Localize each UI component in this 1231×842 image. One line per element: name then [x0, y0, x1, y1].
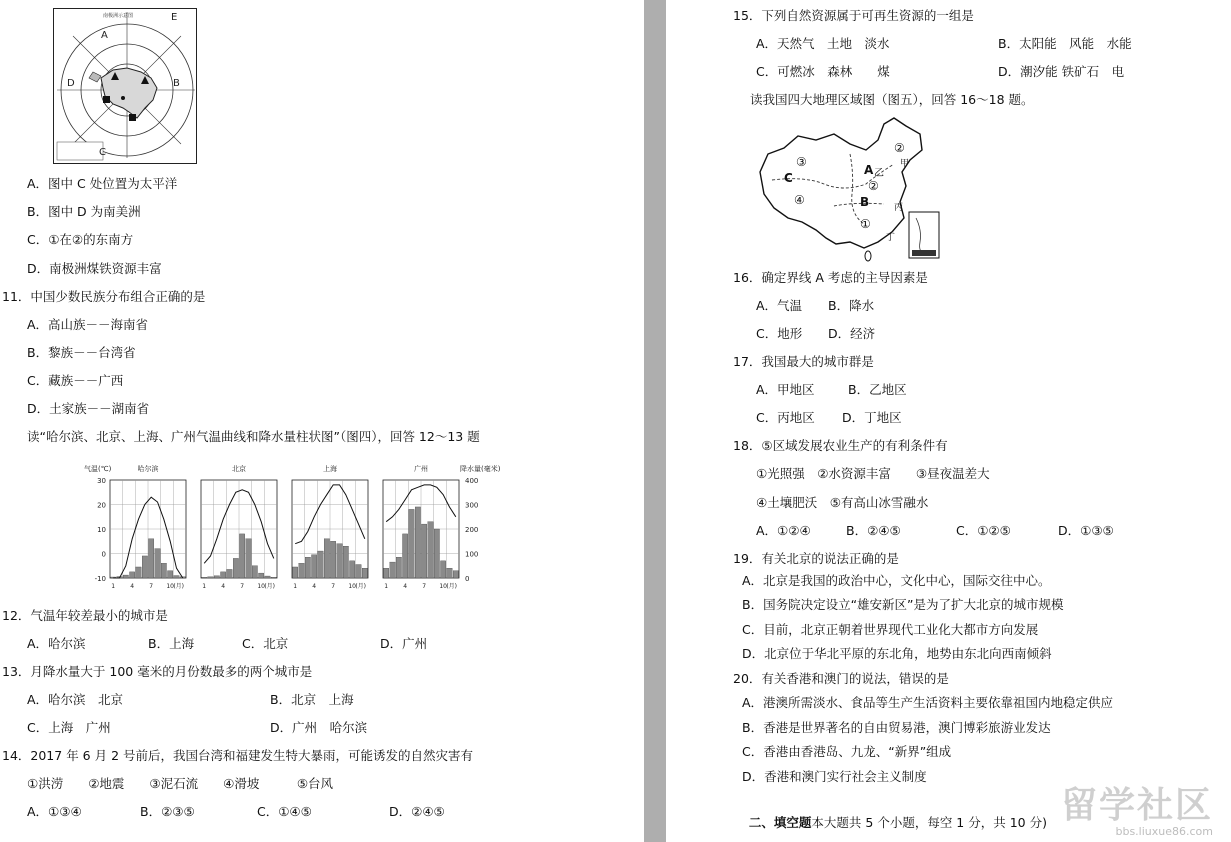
precip-bar [174, 576, 179, 578]
q20-option-a: A．港澳所需淡水、食品等生产生活资料主要依靠祖国内地稳定供应 [742, 695, 1114, 710]
precip-bar [415, 507, 420, 578]
temp-tick-labels [95, 477, 106, 583]
svg-text:①: ① [860, 217, 871, 231]
month-tick: 10 [439, 583, 447, 590]
q16-option-c: C．地形 [756, 326, 803, 341]
month-tick: 4 [221, 583, 226, 590]
svg-text:A: A [864, 163, 874, 177]
precip-bar [409, 509, 414, 578]
q19-option-b: B．国务院决定设立“雄安新区”是为了扩大北京的城市规模 [742, 597, 1064, 612]
intro-q16-18: 读我国四大地理区域图（图五），回答 16～18 题。 [750, 92, 1034, 107]
precip-bar [312, 555, 317, 578]
q19-option-a: A．北京是我国的政治中心，文化中心，国际交往中心。 [742, 573, 1051, 588]
precip-bar [428, 522, 433, 578]
temp-axis-title: 气温(℃) [84, 465, 112, 473]
precip-bar [240, 534, 245, 578]
q15-option-c: C．可燃冰 森林 煤 [756, 64, 890, 79]
q18-option-c: C．①②⑤ [956, 523, 1011, 538]
map-label-a: A [101, 30, 108, 41]
q11-option-d: D．土家族－－湖南省 [27, 401, 150, 416]
precip-bar [130, 572, 135, 578]
intro-q12-13: 读“哈尔滨、北京、上海、广州气温曲线和降水量柱状图”（图四），回答 12～13 题 [27, 429, 480, 444]
precip-tick-label: 0 [465, 575, 470, 583]
panel-title: 上海 [323, 465, 337, 473]
svg-text:②: ② [868, 179, 879, 193]
q14-option-a: A．①③④ [27, 804, 82, 819]
precip-bar [265, 576, 270, 578]
precip-bar [123, 575, 128, 578]
precip-bar [453, 571, 458, 578]
map-label-b: B [173, 78, 180, 89]
month-tick: 1 [111, 583, 116, 590]
q18-items-1: ①光照强 ②水资源丰富 ③昼夜温差大 [756, 466, 990, 481]
q12-option-c: C．北京 [242, 636, 289, 651]
precip-bar [208, 577, 213, 578]
q17-option-d: D．丁地区 [842, 410, 902, 425]
climate-panel [201, 464, 277, 590]
precip-bar [390, 562, 395, 578]
month-unit: (月) [173, 583, 184, 590]
precip-bar [259, 573, 264, 578]
temp-tick-label: 20 [97, 501, 106, 510]
precip-bar [305, 557, 310, 578]
q17-stem: 17．我国最大的城市群是 [733, 354, 874, 369]
precip-bar [318, 551, 323, 578]
china-regions-map [754, 114, 944, 262]
watermark [1061, 787, 1213, 838]
q11-option-c: C．藏族－－广西 [27, 373, 124, 388]
precip-bar [337, 544, 342, 578]
precip-bar [168, 571, 173, 578]
q12-option-a: A．哈尔滨 [27, 636, 86, 651]
precip-tick-label: 200 [465, 526, 479, 534]
watermark-url: bbs.liuxue86.com [1115, 825, 1213, 838]
q19-option-d: D．北京位于华北平原的东北角，地势由东北向西南倾斜 [742, 646, 1052, 661]
svg-text:C: C [784, 171, 793, 185]
q14-option-b: B．②③⑤ [140, 804, 195, 819]
q10-option-c: C．①在②的东南方 [27, 232, 134, 247]
precip-bar [161, 563, 166, 578]
month-unit: (月) [446, 583, 457, 590]
antarctica-map [53, 8, 197, 164]
precip-bar [293, 567, 298, 578]
month-tick: 10 [348, 583, 356, 590]
precip-bar [447, 568, 452, 578]
svg-text:④: ④ [794, 193, 805, 207]
q19-option-c: C．目前，北京正朝着世界现代工业化大都市方向发展 [742, 622, 1039, 637]
month-tick: 10 [166, 583, 174, 590]
climate-panel [110, 464, 186, 590]
climate-panel [383, 464, 459, 590]
q15-option-b: B．太阳能 风能 水能 [998, 36, 1132, 51]
q13-option-d: D．广州 哈尔滨 [270, 720, 368, 735]
q11-option-b: B．黎族－－台湾省 [27, 345, 136, 360]
svg-text:乙: 乙 [874, 168, 884, 179]
temp-tick-label: 30 [97, 477, 106, 485]
precip-bar [350, 561, 355, 578]
q10-option-d: D．南极洲煤铁资源丰富 [27, 261, 162, 276]
panel-title: 北京 [232, 465, 246, 473]
svg-text:B: B [860, 195, 870, 209]
map-label-d: D [67, 78, 75, 89]
q16-option-d: D．经济 [828, 326, 876, 341]
svg-text:②: ② [894, 141, 905, 155]
q13-stem: 13．月降水量大于 100 毫米的月份数最多的两个城市是 [2, 664, 313, 679]
temp-tick-label: -10 [94, 575, 106, 583]
map-label-e: E [171, 12, 178, 23]
precip-bar [221, 572, 226, 578]
precip-bar [396, 557, 401, 578]
precip-bar [202, 577, 207, 578]
month-tick: 10 [257, 583, 265, 590]
temp-tick-label: 10 [97, 526, 106, 534]
q17-option-c: C．丙地区 [756, 410, 815, 425]
precip-tick-label: 400 [465, 477, 479, 485]
q12-stem: 12．气温年较差最小的城市是 [2, 608, 168, 623]
precip-bar [149, 539, 154, 578]
q20-stem: 20．有关香港和澳门的说法，错误的是 [733, 671, 949, 686]
month-tick: 4 [130, 583, 135, 590]
q19-stem: 19．有关北京的说法正确的是 [733, 551, 899, 566]
precip-bar [271, 577, 276, 578]
precip-bar [227, 569, 232, 578]
right-page [666, 0, 1231, 842]
q11-stem: 11．中国少数民族分布组合正确的是 [2, 289, 206, 304]
panel-title: 哈尔滨 [137, 465, 159, 473]
precip-bar [142, 556, 147, 578]
section-2-title: 二、填空题 [748, 815, 812, 830]
q17-option-a: A．甲地区 [756, 382, 815, 397]
month-tick: 7 [331, 583, 336, 590]
q14-option-c: C．①④⑤ [257, 804, 312, 819]
q17-option-b: B．乙地区 [848, 382, 907, 397]
month-tick: 4 [403, 583, 408, 590]
svg-text:丙: 丙 [894, 203, 904, 213]
svg-text:丁: 丁 [886, 233, 896, 243]
precip-bar [403, 534, 408, 578]
precip-bar [343, 546, 348, 578]
climate-panel [292, 464, 368, 590]
climate-chart [82, 460, 522, 592]
precip-bar [252, 566, 257, 578]
climate-panels [110, 464, 459, 590]
precip-bar [246, 539, 251, 578]
q11-option-a: A．高山族－－海南省 [27, 317, 149, 332]
q16-option-a: A．气温 [756, 298, 803, 313]
q13-option-c: C．上海 广州 [27, 720, 111, 735]
temp-tick-label: 0 [101, 550, 106, 559]
precip-bar [233, 558, 238, 578]
month-unit: (月) [264, 583, 275, 590]
svg-text:南极洲示意图: 南极洲示意图 [103, 13, 134, 19]
q15-option-d: D．潮汐能 铁矿石 电 [998, 64, 1125, 79]
precip-bar [324, 539, 329, 578]
precip-bar [422, 524, 427, 578]
precip-bar [155, 549, 160, 578]
month-tick: 1 [202, 583, 207, 590]
svg-text:甲: 甲 [900, 159, 910, 169]
precip-bar [441, 561, 446, 578]
q13-option-b: B．北京 上海 [270, 692, 354, 707]
q12-option-d: D．广州 [380, 636, 428, 651]
q10-option-a: A．图中 C 处位置为太平洋 [27, 176, 178, 191]
precip-bar [356, 565, 361, 578]
map-label-c: C [99, 147, 106, 158]
panel-title: 广州 [414, 465, 428, 473]
q12-option-b: B．上海 [148, 636, 195, 651]
precip-tick-labels [465, 477, 478, 583]
section-2-desc: 本大题共 5 个小题，每空 1 分，共 10 分) [811, 815, 1047, 830]
precip-tick-label: 300 [465, 501, 479, 510]
precip-bar [136, 567, 141, 578]
q20-option-b: B．香港是世界著名的自由贸易港，澳门博彩旅游业发达 [742, 720, 1051, 735]
q15-stem: 15．下列自然资源属于可再生资源的一组是 [733, 8, 974, 23]
watermark-logo: 留学社区 [1060, 785, 1213, 826]
precip-bar [362, 568, 367, 578]
q10-option-b: B．图中 D 为南美洲 [27, 204, 141, 219]
q18-option-b: B．②④⑤ [846, 523, 901, 538]
month-tick: 4 [312, 583, 317, 590]
q15-option-a: A．天然气 土地 淡水 [756, 36, 890, 51]
q14-option-d: D．②④⑤ [389, 804, 445, 819]
precip-tick-label: 100 [465, 550, 479, 559]
precip-bar [384, 568, 389, 578]
precip-bar [214, 576, 219, 578]
month-tick: 7 [422, 583, 427, 590]
q13-option-a: A．哈尔滨 北京 [27, 692, 124, 707]
month-tick: 7 [240, 583, 245, 590]
svg-text:③: ③ [796, 155, 807, 169]
precip-bar [299, 563, 304, 578]
section-2-heading [733, 799, 1047, 842]
q16-option-b: B．降水 [828, 298, 875, 313]
q18-items-2: ④土壤肥沃 ⑤有高山冰雪融水 [756, 495, 929, 510]
q20-option-d: D．香港和澳门实行社会主义制度 [742, 769, 927, 784]
q18-stem: 18．⑤区域发展农业生产的有利条件有 [733, 438, 948, 453]
q14-stem: 14．2017 年 6 月 2 号前后，我国台湾和福建发生特大暴雨，可能诱发的自然灾害有 [2, 748, 473, 763]
q14-items: ①洪涝 ②地震 ③泥石流 ④滑坡 ⑤台风 [27, 776, 334, 791]
q18-option-d: D．①③⑤ [1058, 523, 1114, 538]
month-unit: (月) [355, 583, 366, 590]
precip-bar [434, 529, 439, 578]
month-tick: 7 [149, 583, 154, 590]
q18-option-a: A．①②④ [756, 523, 811, 538]
q20-option-c: C．香港由香港岛、九龙、“新界”组成 [742, 744, 952, 759]
precip-bar [331, 541, 336, 578]
precip-axis-title: 降水量(毫米) [460, 465, 501, 473]
q16-stem: 16．确定界线 A 考虑的主导因素是 [733, 270, 928, 285]
month-tick: 1 [384, 583, 389, 590]
month-tick: 1 [293, 583, 298, 590]
